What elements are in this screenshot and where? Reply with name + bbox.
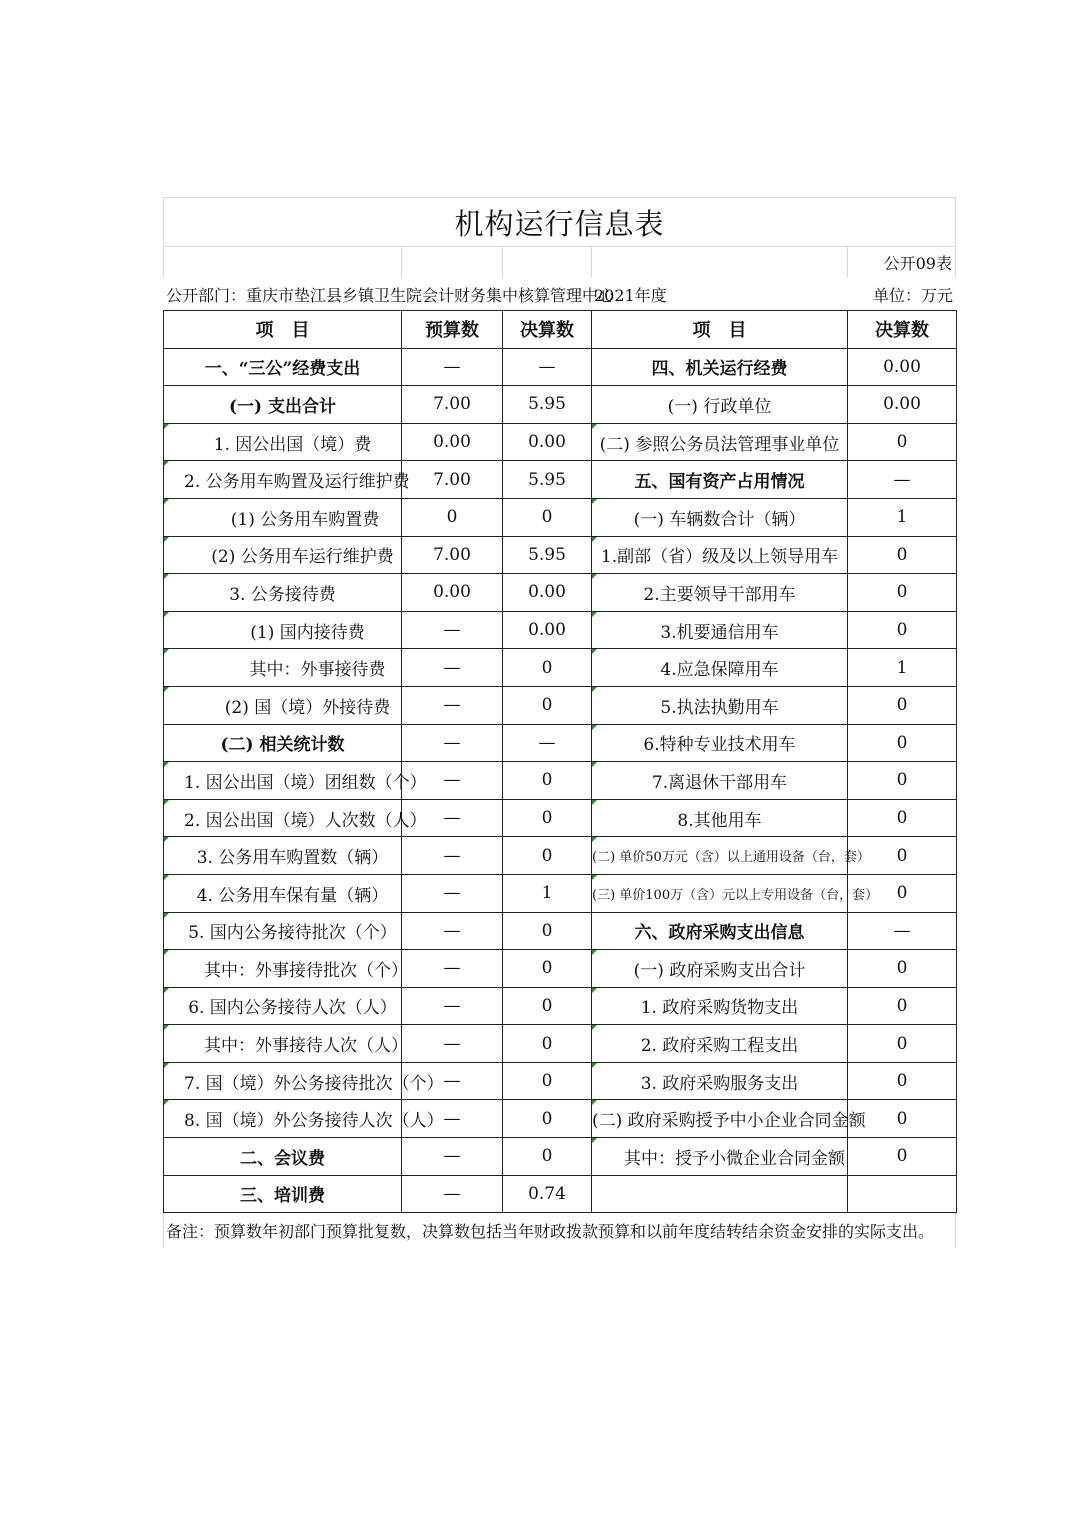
table-row (164, 912, 957, 950)
row-item: 其中：外事接待费 (164, 649, 402, 687)
row-item: 4. 公务用车保有量（辆） (164, 874, 402, 912)
table-row (164, 574, 957, 612)
row-final: 0.74 (503, 1175, 592, 1213)
row-budget: — (402, 987, 503, 1025)
row-budget: — (402, 649, 503, 687)
row-final-right: 1 (848, 498, 957, 536)
row-final-right: 0 (848, 686, 957, 724)
row-final-right: 0 (848, 1062, 957, 1100)
row-final: 0.00 (503, 423, 592, 461)
row-final-right: 1 (848, 649, 957, 687)
row-item-right (592, 1175, 848, 1213)
row-budget: 0 (402, 498, 503, 536)
table-row (164, 1138, 957, 1176)
table-row (164, 498, 957, 536)
table-row (164, 762, 957, 800)
row-final: 0 (503, 762, 592, 800)
row-item: (一) 支出合计 (164, 386, 402, 424)
row-budget: — (402, 611, 503, 649)
row-final: 0 (503, 912, 592, 950)
row-budget: — (402, 686, 503, 724)
row-item-right: 2. 政府采购工程支出 (592, 1025, 848, 1063)
row-budget: 0.00 (402, 423, 503, 461)
row-budget: — (402, 874, 503, 912)
table-row (164, 423, 957, 461)
row-item: 5. 国内公务接待批次（个） (164, 912, 402, 950)
header-row (164, 311, 957, 349)
row-item-right: 4.应急保障用车 (592, 649, 848, 687)
row-item: 8. 国（境）外公务接待人次（人） (164, 1100, 402, 1138)
row-item-right: (一) 行政单位 (592, 386, 848, 424)
row-final-right: 0 (848, 837, 957, 875)
row-item-right: (二) 单价50万元（含）以上通用设备（台，套） (592, 837, 848, 875)
row-final: — (503, 348, 592, 386)
row-item: 1. 因公出国（境）费 (164, 423, 402, 461)
department-label: 公开部门：重庆市垫江县乡镇卫生院会计财务集中核算管理中心 (166, 285, 615, 305)
row-final-right (848, 1175, 957, 1213)
row-item: 二、会议费 (164, 1138, 402, 1176)
row-item: 6. 国内公务接待人次（人） (164, 987, 402, 1025)
row-item: 1. 因公出国（境）团组数（个） (164, 762, 402, 800)
row-budget: — (402, 1100, 503, 1138)
unit-label: 单位：万元 (872, 285, 953, 305)
header-budget: 预算数 (402, 311, 503, 349)
row-budget: — (402, 912, 503, 950)
row-budget: 7.00 (402, 536, 503, 574)
row-final-right: 0 (848, 1138, 957, 1176)
report-title: 机构运行信息表 (163, 197, 956, 246)
footnote: 备注：预算数年初部门预算批复数，决算数包括当年财政拨款预算和以前年度结转结余资金安排的实际支出。 (163, 1213, 956, 1248)
table-row (164, 874, 957, 912)
row-final: 0 (503, 799, 592, 837)
row-item: 3. 公务用车购置数（辆） (164, 837, 402, 875)
row-budget: 7.00 (402, 461, 503, 499)
table-row (164, 348, 957, 386)
table-row (164, 987, 957, 1025)
row-final-right: 0 (848, 423, 957, 461)
row-final-right: — (848, 912, 957, 950)
row-item-right: 3. 政府采购服务支出 (592, 1062, 848, 1100)
row-final-right: 0 (848, 1025, 957, 1063)
table-number: 公开09表 (847, 246, 956, 278)
row-budget: — (402, 724, 503, 762)
row-final: 0 (503, 1138, 592, 1176)
table-row (164, 1062, 957, 1100)
row-item-right: 1.副部（省）级及以上领导用车 (592, 536, 848, 574)
row-final: 0 (503, 950, 592, 988)
row-item: (1) 国内接待费 (164, 611, 402, 649)
row-budget: — (402, 1025, 503, 1063)
row-item-right: (二) 参照公务员法管理事业单位 (592, 423, 848, 461)
row-final-right: 0 (848, 762, 957, 800)
row-item-right: 五、国有资产占用情况 (592, 461, 848, 499)
table-row (164, 611, 957, 649)
row-final-right: 0.00 (848, 348, 957, 386)
row-item: (二) 相关统计数 (164, 724, 402, 762)
row-item-right: (一) 车辆数合计（辆） (592, 498, 848, 536)
row-budget: 0.00 (402, 574, 503, 612)
row-item: 一、“三公”经费支出 (164, 348, 402, 386)
table-row (164, 1100, 957, 1138)
row-item-right: (一) 政府采购支出合计 (592, 950, 848, 988)
table-row (164, 536, 957, 574)
meta-row (163, 278, 956, 310)
row-budget: — (402, 1175, 503, 1213)
row-final-right: 0 (848, 987, 957, 1025)
row-final: 0 (503, 1100, 592, 1138)
table-row (164, 950, 957, 988)
row-final-right: 0 (848, 874, 957, 912)
row-item-right: 8.其他用车 (592, 799, 848, 837)
row-item: 3. 公务接待费 (164, 574, 402, 612)
table-row (164, 1025, 957, 1063)
row-final-right: 0 (848, 611, 957, 649)
row-item-right: 2.主要领导干部用车 (592, 574, 848, 612)
row-item-right: 5.执法执勤用车 (592, 686, 848, 724)
table-row (164, 461, 957, 499)
year-label: 2021年度 (594, 285, 667, 305)
row-item-right: 3.机要通信用车 (592, 611, 848, 649)
row-budget: — (402, 799, 503, 837)
table-row (164, 837, 957, 875)
table-row (164, 649, 957, 687)
row-final: 5.95 (503, 386, 592, 424)
row-item-right: 1. 政府采购货物支出 (592, 987, 848, 1025)
header-final: 决算数 (503, 311, 592, 349)
row-item-right: 四、机关运行经费 (592, 348, 848, 386)
row-item: 其中：外事接待人次（人） (164, 1025, 402, 1063)
row-budget: — (402, 1062, 503, 1100)
row-final: 0.00 (503, 611, 592, 649)
row-final: 0 (503, 686, 592, 724)
row-final: 1 (503, 874, 592, 912)
row-budget: 7.00 (402, 386, 503, 424)
table-row (164, 724, 957, 762)
row-item-right: 7.离退休干部用车 (592, 762, 848, 800)
row-item: 2. 因公出国（境）人次数（人） (164, 799, 402, 837)
row-budget: — (402, 950, 503, 988)
report-sheet (163, 197, 956, 1248)
table-row (164, 799, 957, 837)
row-final-right: 0 (848, 536, 957, 574)
row-budget: — (402, 762, 503, 800)
row-item: (2) 公务用车运行维护费 (164, 536, 402, 574)
row-item-right: 6.特种专业技术用车 (592, 724, 848, 762)
info-table (163, 310, 957, 1213)
table-row (164, 386, 957, 424)
row-final: 5.95 (503, 461, 592, 499)
row-final-right: 0 (848, 950, 957, 988)
row-final: 0 (503, 1025, 592, 1063)
row-item-right: (三) 单价100万（含）元以上专用设备（台，套） (592, 874, 848, 912)
table-number-row (163, 246, 956, 278)
table-row (164, 686, 957, 724)
header-item-right: 项 目 (592, 311, 848, 349)
row-item: 其中：外事接待批次（个） (164, 950, 402, 988)
row-final: 0.00 (503, 574, 592, 612)
row-final-right: 0 (848, 724, 957, 762)
row-final: 0 (503, 498, 592, 536)
row-item-right: (二) 政府采购授予中小企业合同金额 (592, 1100, 848, 1138)
table-row (164, 1175, 957, 1213)
row-final: 5.95 (503, 536, 592, 574)
row-final: — (503, 724, 592, 762)
row-final: 0 (503, 837, 592, 875)
header-final-right: 决算数 (848, 311, 957, 349)
row-item: 2. 公务用车购置及运行维护费 (164, 461, 402, 499)
row-item: (1) 公务用车购置费 (164, 498, 402, 536)
row-final-right: 0 (848, 574, 957, 612)
row-budget: — (402, 348, 503, 386)
row-budget: — (402, 1138, 503, 1176)
header-item: 项 目 (164, 311, 402, 349)
row-item: 7. 国（境）外公务接待批次（个） (164, 1062, 402, 1100)
row-item: 三、培训费 (164, 1175, 402, 1213)
row-final-right: 0.00 (848, 386, 957, 424)
row-item-right: 六、政府采购支出信息 (592, 912, 848, 950)
row-final: 0 (503, 649, 592, 687)
row-item: (2) 国（境）外接待费 (164, 686, 402, 724)
row-final: 0 (503, 987, 592, 1025)
row-final-right: 0 (848, 1100, 957, 1138)
row-item-right: 其中：授予小微企业合同金额 (592, 1138, 848, 1176)
row-final-right: — (848, 461, 957, 499)
row-final-right: 0 (848, 799, 957, 837)
row-final: 0 (503, 1062, 592, 1100)
row-budget: — (402, 837, 503, 875)
